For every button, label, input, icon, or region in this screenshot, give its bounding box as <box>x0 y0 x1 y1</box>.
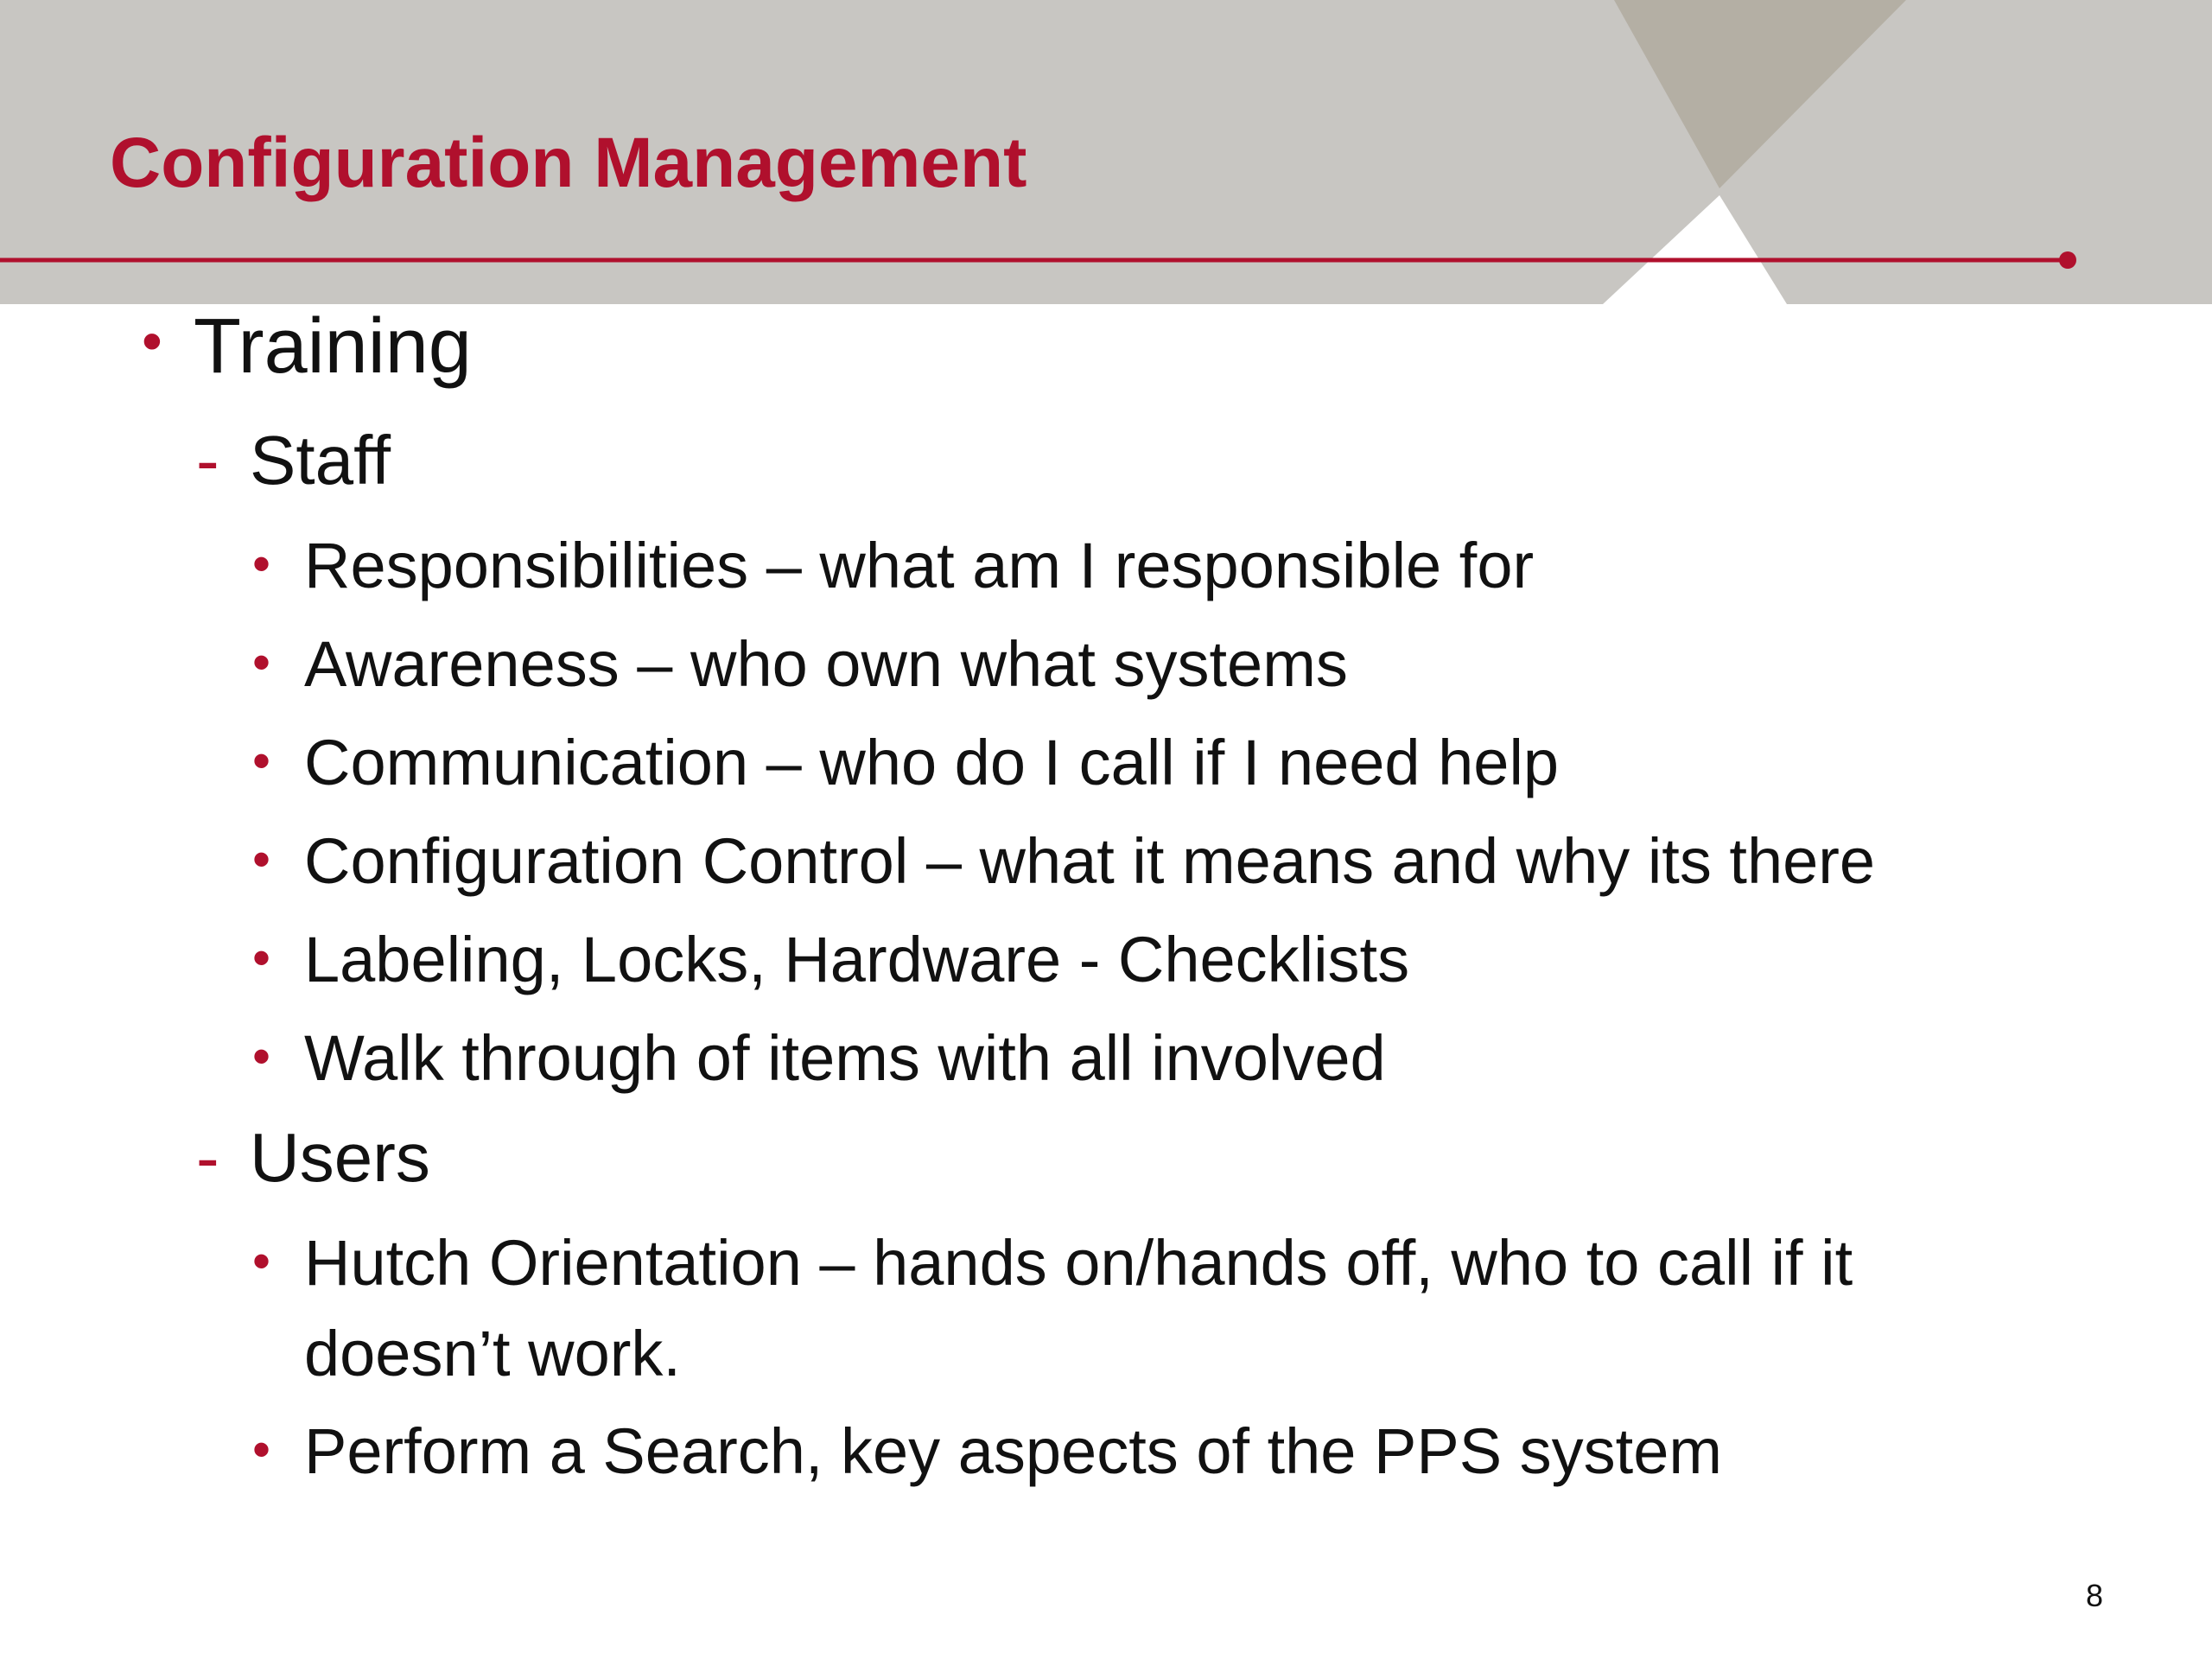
list-item-label: Walk through of items with all involved <box>304 1022 1386 1094</box>
list-item-label: Awareness – who own what systems <box>304 628 1348 700</box>
list-item-label: Training <box>194 303 472 390</box>
list-item-label: Users <box>250 1119 430 1196</box>
list-item-label: doesn’t work. <box>304 1318 681 1389</box>
list-item-label: Communication – who do I call if I need help <box>304 727 1560 798</box>
bullet-icon: • <box>252 535 271 593</box>
bullet-icon: • <box>252 830 271 888</box>
list-item-training <box>142 302 472 392</box>
list-item <box>252 817 1876 906</box>
list-item-label: Responsibilities – what am I responsible for <box>304 530 1535 601</box>
bullet-icon: • <box>252 1421 271 1478</box>
list-item <box>252 620 1348 709</box>
page-number: 8 <box>2086 1578 2104 1613</box>
list-item-continuation <box>304 1309 681 1399</box>
dash-icon: - <box>196 1119 219 1196</box>
list-item <box>252 1014 1386 1103</box>
list-item <box>252 718 1560 808</box>
list-item-staff <box>196 421 391 500</box>
list-item-label: Hutch Orientation – hands on/hands off, who to call if it <box>304 1227 1853 1299</box>
list-item <box>252 521 1535 611</box>
list-item <box>252 1407 1723 1497</box>
bullet-icon: • <box>252 929 271 987</box>
list-item-label: Labeling, Locks, Hardware - Checklists <box>304 924 1410 995</box>
bullet-icon: • <box>252 1232 271 1290</box>
list-item-label: Perform a Search, key aspects of the PPS system <box>304 1415 1723 1487</box>
list-item <box>252 1218 1853 1308</box>
list-item-label: Configuration Control – what it means and why its there <box>304 825 1876 897</box>
bullet-icon: • <box>252 732 271 790</box>
list-item-users <box>196 1118 430 1198</box>
list-item-label: Staff <box>250 422 391 499</box>
list-item <box>252 915 1410 1005</box>
bullet-icon: • <box>252 633 271 691</box>
slide-title: Configuration Management <box>110 124 1027 202</box>
bullet-icon: • <box>142 308 162 374</box>
bullet-icon: • <box>252 1027 271 1085</box>
dash-icon: - <box>196 422 219 499</box>
